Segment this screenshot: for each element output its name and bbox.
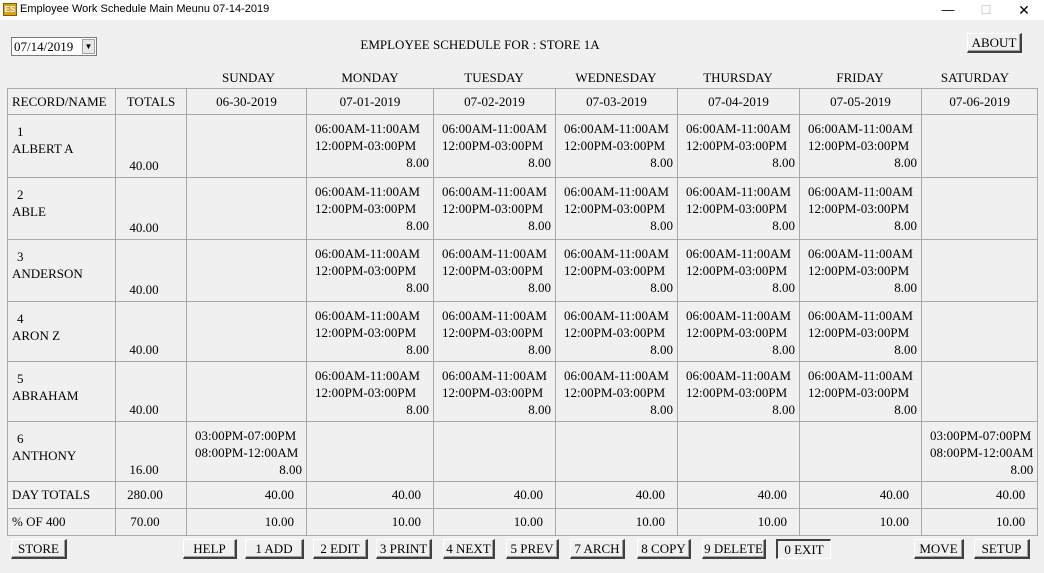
shift-cell[interactable] bbox=[678, 240, 800, 302]
shift-block bbox=[922, 422, 1037, 478]
shift-time: 12:00PM-03:00PM bbox=[315, 138, 417, 153]
percent-cell: 10.00 bbox=[678, 509, 800, 536]
shift-block bbox=[434, 240, 555, 296]
employee-row[interactable] bbox=[8, 178, 1038, 240]
percent-cell: 10.00 bbox=[800, 509, 922, 536]
percent-cell: 10.00 bbox=[434, 509, 556, 536]
shift-time: 12:00PM-03:00PM bbox=[442, 325, 544, 340]
column-header-record-name: RECORD/NAME bbox=[8, 89, 116, 115]
shift-hours: 8.00 bbox=[772, 218, 795, 233]
shift-cell[interactable] bbox=[434, 240, 556, 302]
shift-cell[interactable] bbox=[800, 240, 922, 302]
shift-time: 12:00PM-03:00PM bbox=[564, 201, 666, 216]
shift-time: 12:00PM-03:00PM bbox=[315, 325, 417, 340]
day-name-tuesday: TUESDAY bbox=[464, 70, 524, 85]
shift-cell[interactable] bbox=[307, 422, 434, 482]
shift-cell[interactable] bbox=[800, 115, 922, 178]
employee-total: 40.00 bbox=[116, 362, 187, 422]
shift-block bbox=[556, 302, 677, 358]
shift-cell[interactable] bbox=[678, 178, 800, 240]
shift-cell[interactable] bbox=[678, 362, 800, 422]
shift-time: 12:00PM-03:00PM bbox=[564, 385, 666, 400]
percent-cell: 10.00 bbox=[307, 509, 434, 536]
shift-cell[interactable] bbox=[800, 362, 922, 422]
shift-time: 06:00AM-11:00AM bbox=[564, 121, 669, 136]
day-total-cell: 40.00 bbox=[307, 482, 434, 509]
shift-hours: 8.00 bbox=[1010, 462, 1034, 477]
shift-time: 12:00PM-03:00PM bbox=[686, 201, 788, 216]
shift-cell[interactable] bbox=[187, 240, 307, 302]
shift-cell[interactable] bbox=[307, 362, 434, 422]
record-number: 2 bbox=[17, 187, 24, 202]
record-number: 6 bbox=[17, 431, 24, 446]
button-bar bbox=[0, 539, 1044, 561]
day-total-cell: 40.00 bbox=[800, 482, 922, 509]
window-title: Employee Work Schedule Main Meunu 07-14-2019 bbox=[20, 3, 270, 15]
shift-hours: 8.00 bbox=[406, 342, 429, 357]
shift-time: 06:00AM-11:00AM bbox=[808, 246, 913, 261]
shift-hours: 8.00 bbox=[772, 342, 795, 357]
shift-time: 06:00AM-11:00AM bbox=[808, 368, 913, 383]
column-header-totals: TOTALS bbox=[116, 89, 187, 115]
shift-time: 12:00PM-03:00PM bbox=[315, 385, 417, 400]
print-button[interactable]: 3 PRINT bbox=[376, 539, 432, 559]
shift-block bbox=[800, 240, 921, 296]
shift-block bbox=[678, 302, 799, 358]
shift-hours: 8.00 bbox=[406, 218, 429, 233]
shift-time: 06:00AM-11:00AM bbox=[564, 184, 669, 199]
record-number: 5 bbox=[17, 371, 24, 386]
shift-cell[interactable] bbox=[187, 115, 307, 178]
percent-total: 70.00 bbox=[116, 509, 187, 536]
about-button[interactable]: ABOUT bbox=[967, 33, 1022, 53]
add-button[interactable]: 1 ADD bbox=[245, 539, 304, 559]
setup-button[interactable]: SETUP bbox=[974, 539, 1030, 559]
column-date-monday: 07-01-2019 bbox=[307, 89, 434, 115]
shift-cell[interactable] bbox=[307, 115, 434, 178]
shift-block bbox=[556, 178, 677, 234]
shift-cell[interactable] bbox=[434, 422, 556, 482]
shift-hours: 8.00 bbox=[772, 155, 795, 170]
shift-time: 06:00AM-11:00AM bbox=[315, 184, 420, 199]
employee-name: ALBERT A bbox=[12, 141, 74, 156]
shift-block bbox=[800, 302, 921, 358]
shift-hours: 8.00 bbox=[406, 402, 429, 417]
shift-time: 06:00AM-11:00AM bbox=[442, 184, 547, 199]
employee-name-cell[interactable] bbox=[8, 240, 116, 302]
column-date-sunday: 06-30-2019 bbox=[187, 89, 307, 115]
shift-cell[interactable] bbox=[800, 178, 922, 240]
percent-row bbox=[8, 509, 1038, 536]
shift-time: 12:00PM-03:00PM bbox=[315, 201, 417, 216]
day-totals-total: 280.00 bbox=[116, 482, 187, 509]
prev-button[interactable]: 5 PREV bbox=[506, 539, 559, 559]
exit-button[interactable]: 0 EXIT bbox=[776, 539, 831, 559]
shift-time: 03:00PM-07:00PM bbox=[930, 428, 1032, 443]
shift-hours: 8.00 bbox=[406, 280, 429, 295]
shift-block bbox=[187, 422, 306, 478]
employee-total: 40.00 bbox=[116, 178, 187, 240]
shift-cell[interactable] bbox=[556, 302, 678, 362]
shift-hours: 8.00 bbox=[406, 155, 429, 170]
employee-row[interactable] bbox=[8, 240, 1038, 302]
employee-total: 16.00 bbox=[116, 422, 187, 482]
shift-cell[interactable] bbox=[187, 362, 307, 422]
shift-block bbox=[678, 362, 799, 418]
schedule-table bbox=[7, 88, 1038, 536]
shift-time: 06:00AM-11:00AM bbox=[315, 368, 420, 383]
shift-block bbox=[800, 178, 921, 234]
day-name-monday: MONDAY bbox=[341, 70, 399, 85]
shift-block bbox=[307, 178, 433, 234]
shift-cell[interactable] bbox=[922, 422, 1038, 482]
shift-cell[interactable] bbox=[800, 422, 922, 482]
shift-cell[interactable] bbox=[556, 178, 678, 240]
shift-hours: 8.00 bbox=[650, 342, 673, 357]
edit-button[interactable]: 2 EDIT bbox=[313, 539, 368, 559]
percent-label: % OF 400 bbox=[8, 509, 116, 536]
column-date-thursday: 07-04-2019 bbox=[678, 89, 800, 115]
shift-block bbox=[678, 240, 799, 296]
employee-row[interactable] bbox=[8, 115, 1038, 178]
shift-cell[interactable] bbox=[434, 302, 556, 362]
shift-time: 06:00AM-11:00AM bbox=[686, 308, 791, 323]
day-total-cell: 40.00 bbox=[187, 482, 307, 509]
shift-time: 12:00PM-03:00PM bbox=[686, 325, 788, 340]
shift-block bbox=[307, 362, 433, 418]
shift-block bbox=[800, 115, 921, 171]
shift-time: 12:00PM-03:00PM bbox=[442, 385, 544, 400]
shift-cell[interactable] bbox=[922, 178, 1038, 240]
employee-name-cell[interactable] bbox=[8, 302, 116, 362]
shift-time: 12:00PM-03:00PM bbox=[808, 201, 910, 216]
date-value: 07/14/2019 bbox=[14, 39, 74, 54]
shift-block bbox=[434, 362, 555, 418]
employee-name-cell[interactable] bbox=[8, 115, 116, 178]
shift-cell[interactable] bbox=[187, 178, 307, 240]
record-number: 4 bbox=[17, 311, 24, 326]
employee-row[interactable] bbox=[8, 362, 1038, 422]
shift-cell[interactable] bbox=[922, 115, 1038, 178]
shift-hours: 8.00 bbox=[650, 218, 673, 233]
shift-cell[interactable] bbox=[800, 302, 922, 362]
shift-time: 06:00AM-11:00AM bbox=[315, 121, 420, 136]
shift-hours: 8.00 bbox=[528, 402, 551, 417]
shift-cell[interactable] bbox=[922, 240, 1038, 302]
shift-time: 08:00PM-12:00AM bbox=[195, 445, 299, 460]
employee-name-cell[interactable] bbox=[8, 178, 116, 240]
shift-cell[interactable] bbox=[187, 302, 307, 362]
shift-cell[interactable] bbox=[678, 302, 800, 362]
shift-cell[interactable] bbox=[678, 115, 800, 178]
shift-hours: 8.00 bbox=[772, 280, 795, 295]
header-row bbox=[8, 89, 1038, 115]
help-button[interactable]: HELP bbox=[183, 539, 237, 559]
percent-cell: 10.00 bbox=[556, 509, 678, 536]
shift-time: 06:00AM-11:00AM bbox=[564, 308, 669, 323]
percent-cell: 10.00 bbox=[922, 509, 1038, 536]
shift-cell[interactable] bbox=[307, 240, 434, 302]
day-total-cell: 40.00 bbox=[922, 482, 1038, 509]
maximize-button[interactable]: ☐ bbox=[980, 3, 992, 17]
shift-hours: 8.00 bbox=[650, 155, 673, 170]
shift-time: 12:00PM-03:00PM bbox=[564, 138, 666, 153]
employee-name: ABLE bbox=[12, 204, 46, 219]
employee-name: ANDERSON bbox=[12, 266, 83, 281]
shift-time: 06:00AM-11:00AM bbox=[442, 368, 547, 383]
day-total-cell: 40.00 bbox=[556, 482, 678, 509]
shift-cell[interactable] bbox=[187, 422, 307, 482]
shift-hours: 8.00 bbox=[650, 402, 673, 417]
shift-time: 12:00PM-03:00PM bbox=[442, 138, 544, 153]
shift-time: 06:00AM-11:00AM bbox=[686, 184, 791, 199]
shift-hours: 8.00 bbox=[894, 280, 917, 295]
shift-cell[interactable] bbox=[434, 178, 556, 240]
shift-block bbox=[556, 115, 677, 171]
shift-time: 06:00AM-11:00AM bbox=[442, 308, 547, 323]
shift-time: 06:00AM-11:00AM bbox=[442, 246, 547, 261]
shift-cell[interactable] bbox=[556, 240, 678, 302]
next-button[interactable]: 4 NEXT bbox=[443, 539, 495, 559]
column-date-friday: 07-05-2019 bbox=[800, 89, 922, 115]
shift-block bbox=[678, 115, 799, 171]
day-name-sunday: SUNDAY bbox=[222, 70, 275, 85]
arch-button[interactable]: 7 ARCH bbox=[570, 539, 625, 559]
page-title: EMPLOYEE SCHEDULE FOR : STORE 1A bbox=[360, 37, 600, 52]
shift-time: 12:00PM-03:00PM bbox=[808, 263, 910, 278]
day-name-thursday: THURSDAY bbox=[703, 70, 773, 85]
record-number: 1 bbox=[17, 124, 24, 139]
shift-time: 12:00PM-03:00PM bbox=[808, 138, 910, 153]
shift-time: 06:00AM-11:00AM bbox=[686, 368, 791, 383]
shift-cell[interactable] bbox=[678, 422, 800, 482]
app-icon: ES bbox=[4, 5, 16, 14]
shift-cell[interactable] bbox=[556, 115, 678, 178]
shift-block bbox=[307, 302, 433, 358]
shift-time: 03:00PM-07:00PM bbox=[195, 428, 297, 443]
shift-time: 06:00AM-11:00AM bbox=[442, 121, 547, 136]
day-total-cell: 40.00 bbox=[678, 482, 800, 509]
shift-time: 06:00AM-11:00AM bbox=[564, 246, 669, 261]
shift-time: 06:00AM-11:00AM bbox=[808, 184, 913, 199]
shift-time: 12:00PM-03:00PM bbox=[686, 263, 788, 278]
shift-block bbox=[556, 362, 677, 418]
day-name-friday: FRIDAY bbox=[836, 70, 884, 85]
copy-button[interactable]: 8 COPY bbox=[637, 539, 691, 559]
shift-block bbox=[434, 178, 555, 234]
shift-hours: 8.00 bbox=[650, 280, 673, 295]
shift-time: 06:00AM-11:00AM bbox=[315, 308, 420, 323]
shift-block bbox=[307, 115, 433, 171]
employee-total: 40.00 bbox=[116, 302, 187, 362]
shift-cell[interactable] bbox=[556, 362, 678, 422]
column-date-saturday: 07-06-2019 bbox=[922, 89, 1038, 115]
employee-name: ARON Z bbox=[12, 328, 61, 343]
chevron-down-icon[interactable]: ▼ bbox=[82, 39, 95, 54]
day-name-row bbox=[0, 66, 1044, 88]
shift-hours: 8.00 bbox=[772, 402, 795, 417]
day-total-cell: 40.00 bbox=[434, 482, 556, 509]
shift-time: 06:00AM-11:00AM bbox=[808, 121, 913, 136]
title-bar bbox=[0, 0, 1044, 20]
day-totals-row bbox=[8, 482, 1038, 509]
employee-name-cell[interactable] bbox=[8, 422, 116, 482]
shift-block bbox=[800, 362, 921, 418]
shift-time: 12:00PM-03:00PM bbox=[442, 201, 544, 216]
shift-cell[interactable] bbox=[434, 362, 556, 422]
shift-hours: 8.00 bbox=[894, 155, 917, 170]
delete-button[interactable]: 9 DELETE bbox=[702, 539, 766, 559]
shift-time: 12:00PM-03:00PM bbox=[442, 263, 544, 278]
store-button[interactable]: STORE bbox=[11, 539, 67, 559]
shift-block bbox=[307, 240, 433, 296]
shift-cell[interactable] bbox=[307, 302, 434, 362]
shift-block bbox=[434, 115, 555, 171]
shift-hours: 8.00 bbox=[894, 402, 917, 417]
day-name-wednesday: WEDNESDAY bbox=[575, 70, 657, 85]
shift-block bbox=[678, 178, 799, 234]
shift-cell[interactable] bbox=[307, 178, 434, 240]
shift-cell[interactable] bbox=[922, 302, 1038, 362]
date-dropdown[interactable] bbox=[11, 37, 97, 56]
shift-time: 12:00PM-03:00PM bbox=[686, 138, 788, 153]
employee-row[interactable] bbox=[8, 422, 1038, 482]
shift-hours: 8.00 bbox=[528, 342, 551, 357]
shift-hours: 8.00 bbox=[894, 218, 917, 233]
shift-time: 12:00PM-03:00PM bbox=[686, 385, 788, 400]
record-number: 3 bbox=[17, 249, 24, 264]
shift-time: 06:00AM-11:00AM bbox=[686, 121, 791, 136]
shift-time: 08:00PM-12:00AM bbox=[930, 445, 1034, 460]
percent-cell: 10.00 bbox=[187, 509, 307, 536]
column-date-tuesday: 07-02-2019 bbox=[434, 89, 556, 115]
shift-cell[interactable] bbox=[556, 422, 678, 482]
shift-cell[interactable] bbox=[922, 362, 1038, 422]
shift-time: 12:00PM-03:00PM bbox=[315, 263, 417, 278]
shift-hours: 8.00 bbox=[528, 280, 551, 295]
move-button[interactable]: MOVE bbox=[914, 539, 964, 559]
shift-time: 12:00PM-03:00PM bbox=[564, 325, 666, 340]
shift-hours: 8.00 bbox=[528, 155, 551, 170]
shift-time: 06:00AM-11:00AM bbox=[564, 368, 669, 383]
shift-hours: 8.00 bbox=[528, 218, 551, 233]
shift-hours: 8.00 bbox=[279, 462, 302, 477]
shift-time: 12:00PM-03:00PM bbox=[808, 385, 910, 400]
shift-time: 12:00PM-03:00PM bbox=[564, 263, 666, 278]
employee-name: ANTHONY bbox=[12, 448, 77, 463]
day-totals-label: DAY TOTALS bbox=[8, 482, 116, 509]
employee-row[interactable] bbox=[8, 302, 1038, 362]
shift-hours: 8.00 bbox=[894, 342, 917, 357]
shift-block bbox=[434, 302, 555, 358]
employee-name: ABRAHAM bbox=[12, 388, 79, 403]
shift-time: 12:00PM-03:00PM bbox=[808, 325, 910, 340]
shift-time: 06:00AM-11:00AM bbox=[315, 246, 420, 261]
column-date-wednesday: 07-03-2019 bbox=[556, 89, 678, 115]
shift-time: 06:00AM-11:00AM bbox=[686, 246, 791, 261]
close-button[interactable]: ✕ bbox=[1018, 2, 1030, 18]
day-name-saturday: SATURDAY bbox=[940, 70, 1010, 85]
employee-total: 40.00 bbox=[116, 240, 187, 302]
shift-block bbox=[556, 240, 677, 296]
shift-time: 06:00AM-11:00AM bbox=[808, 308, 913, 323]
employee-total: 40.00 bbox=[116, 115, 187, 178]
shift-cell[interactable] bbox=[434, 115, 556, 178]
employee-name-cell[interactable] bbox=[8, 362, 116, 422]
minimize-button[interactable]: — bbox=[941, 2, 955, 17]
